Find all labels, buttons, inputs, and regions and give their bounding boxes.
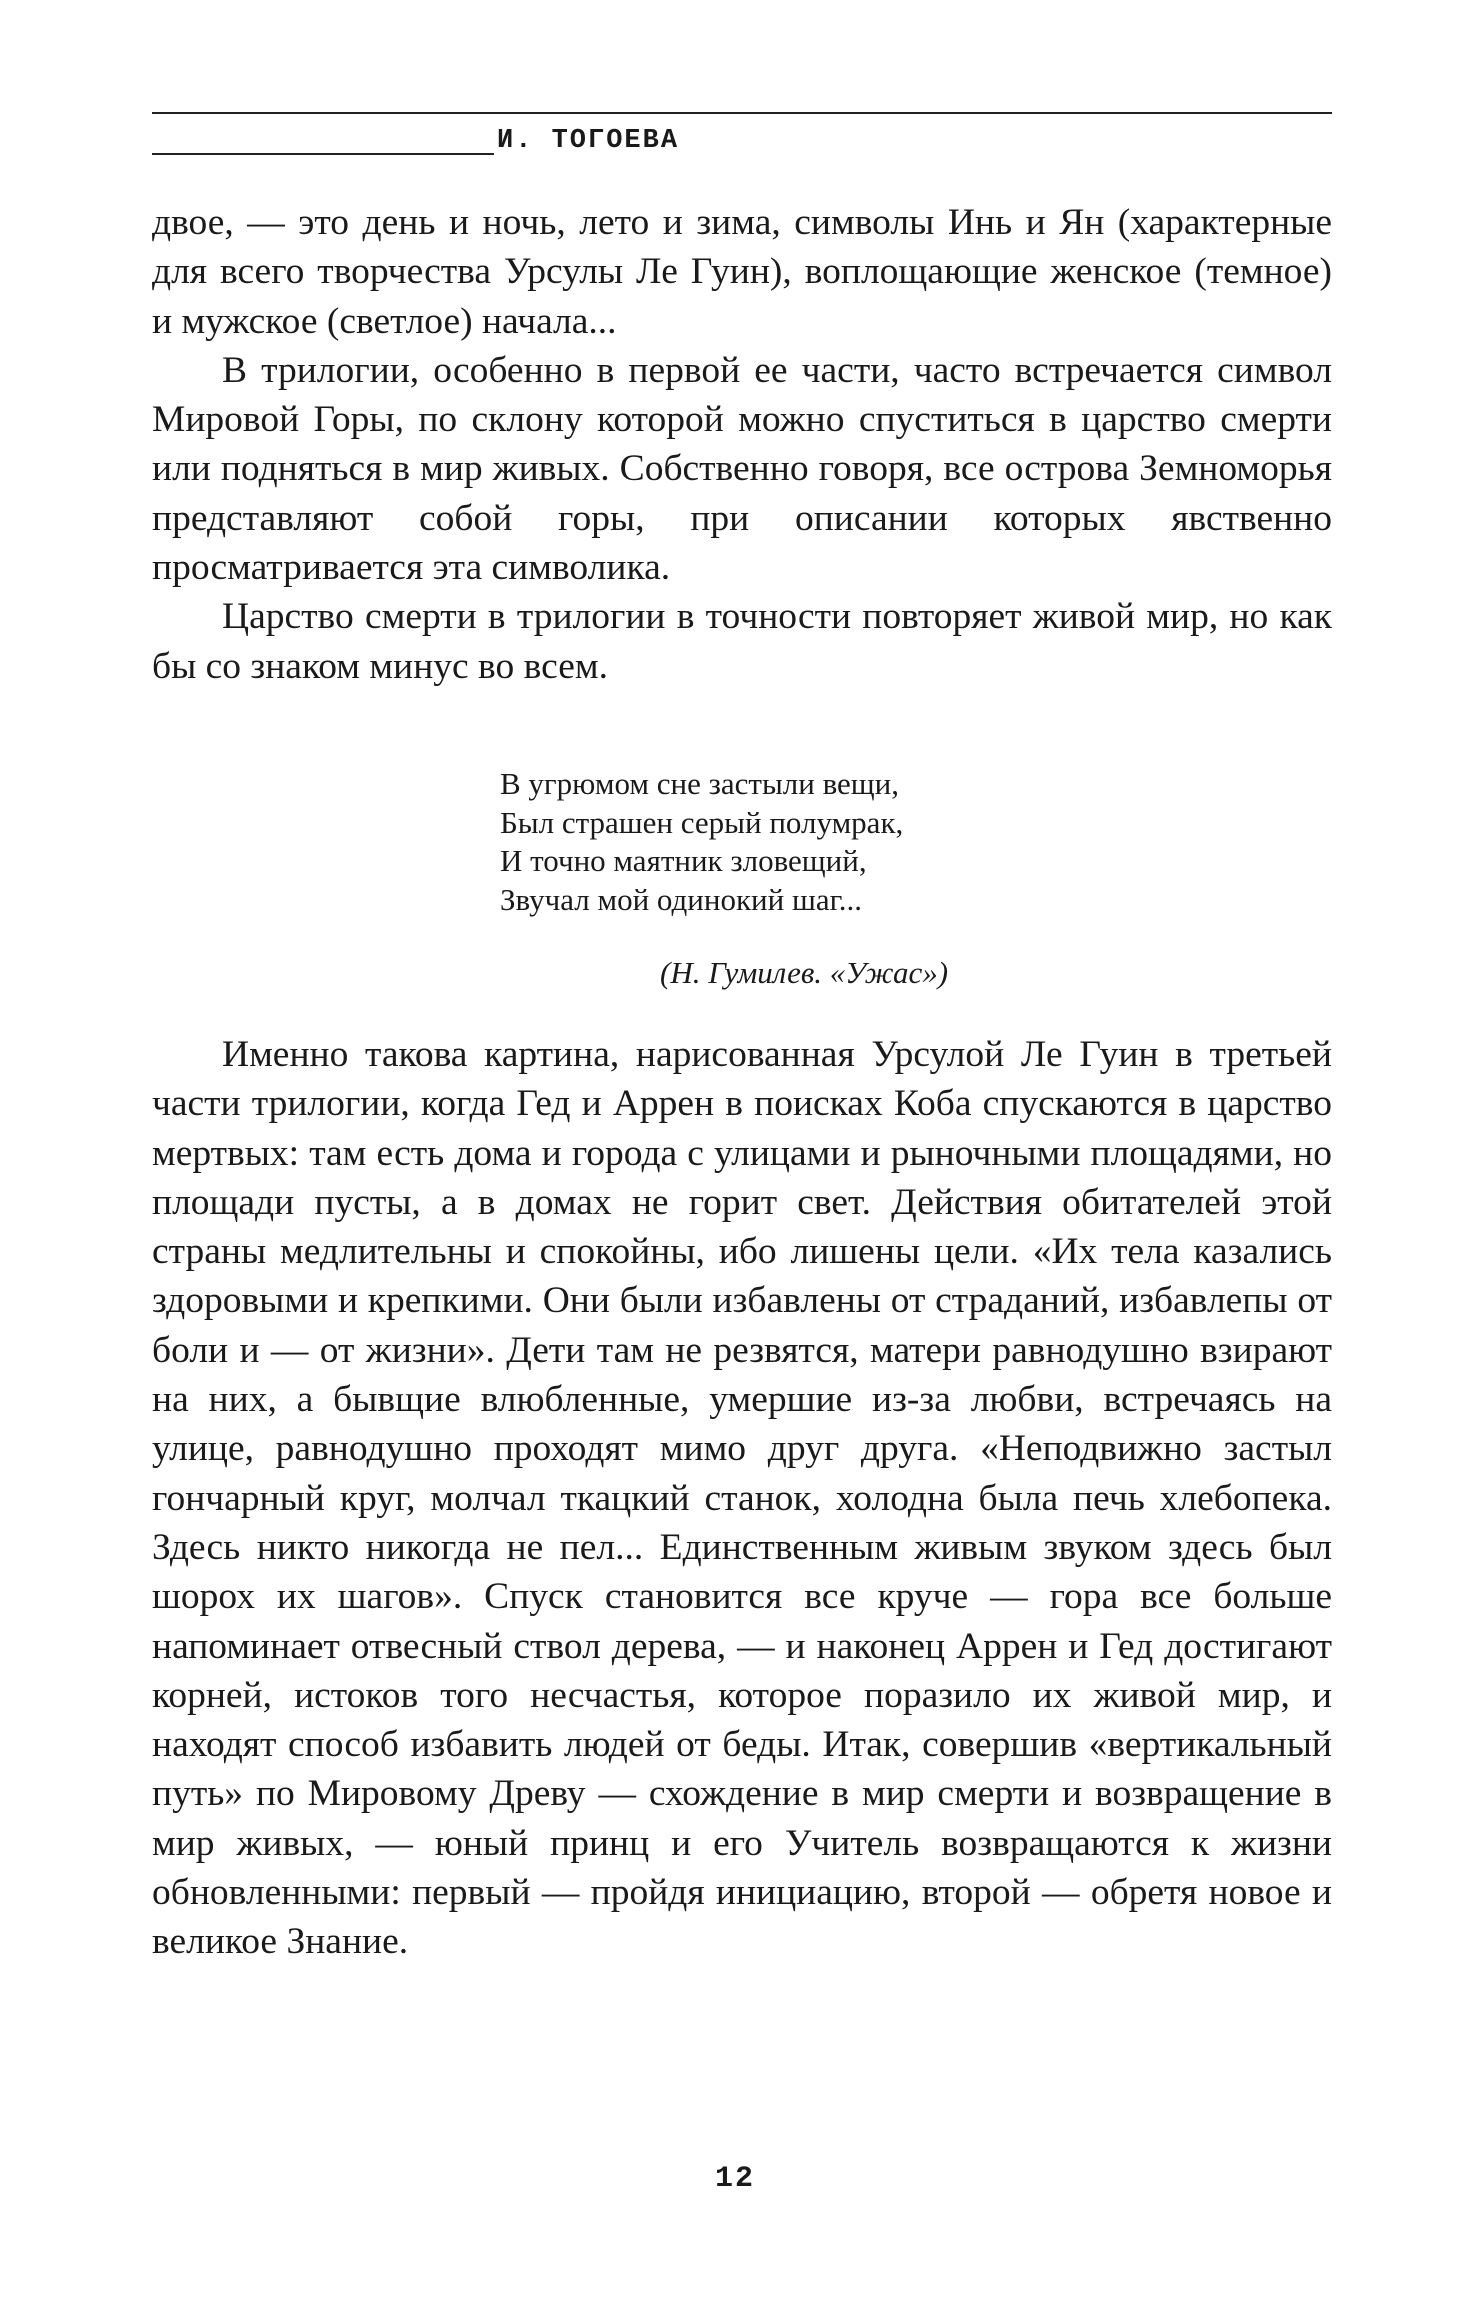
main-text-section-2 [152, 1030, 1332, 1967]
paragraph: Царство смерти в трилогии в точности повторяет живой мир, но как бы со знаком минус во всем. [152, 596, 1332, 687]
header-author: И. ТОГОЕВА [497, 126, 680, 156]
header-top-rule [152, 112, 1332, 114]
paragraph: В трилогии, особенно в первой ее части, часто встречается символ Мировой Горы, по склону которой можно спуститься в царство смерти или подняться в мир живых. Собственно говоря, все острова Земноморья представляют собой горы, при описании которых явственно просматривается эта символика. [152, 349, 1332, 589]
poem-attribution: (Н. Гумилев. «Ужас») [660, 955, 949, 990]
header-left-rule [152, 153, 494, 155]
paragraph-continuation: двое, — это день и ночь, лето и зима, символы Инь и Ян (характерные для всего творчества Урсулы Ле Гуин), воплощающие женское (темное) и мужское (светлое) начала... [152, 202, 1332, 342]
page-number: 12 [714, 2162, 755, 2196]
poem-line: В угрюмом сне застыли вещи, [500, 766, 900, 801]
poem-line: И точно маятник зловещий, [500, 843, 867, 878]
paragraph: Именно такова картина, нарисованная Урсулой Ле Гуин в третьей части трилогии, когда Гед и Аррен в поисках Коба спускаются в царство мертвых: там есть дома и города с улицами и рыночными площадями, но площади пусты, а в домах не горит свет. Действия обитателей этой страны медлительны и спокойны, ибо лишены цели. «Их тела казались здоровыми и крепкими. Они были избавлены от страданий, избавлепы от боли и — от жизни». Дети там не резвятся, матери равнодушно взирают на них, а бывщие влюбленные, умершие из-за любви, встречаясь на улице, равнодушно проходят мимо друг друга. «Неподвижно застыл гончарный круг, молчал ткацкий станок, холодна была печь хлебопека. Здесь никто никогда не пел... Единственным живым звуком здесь был шорох их шагов». Спуск становится все круче — гора все больше напоминает отвесный ствол дерева, — и наконец Аррен и Гед достигают корней, истоков того несчастья, которое поразило их живой мир, и находят способ избавить людей от беды. Итак, совершив «вертикальный путь» по Мировому Древу — схождение в мир смерти и возвращение в мир живых, — юный принц и его Учитель возвращаются к жизни обновленными: первый — пройдя инициацию, второй — обретя новое и великое Знание. [152, 1034, 1332, 1963]
epigraph-poem [500, 765, 903, 919]
running-header [152, 112, 1332, 160]
poem-line: Звучал мой одинокий шаг... [500, 881, 863, 917]
poem-line: Был страшен серый полумрак, [500, 804, 904, 840]
main-text-section-1 [152, 198, 1332, 691]
